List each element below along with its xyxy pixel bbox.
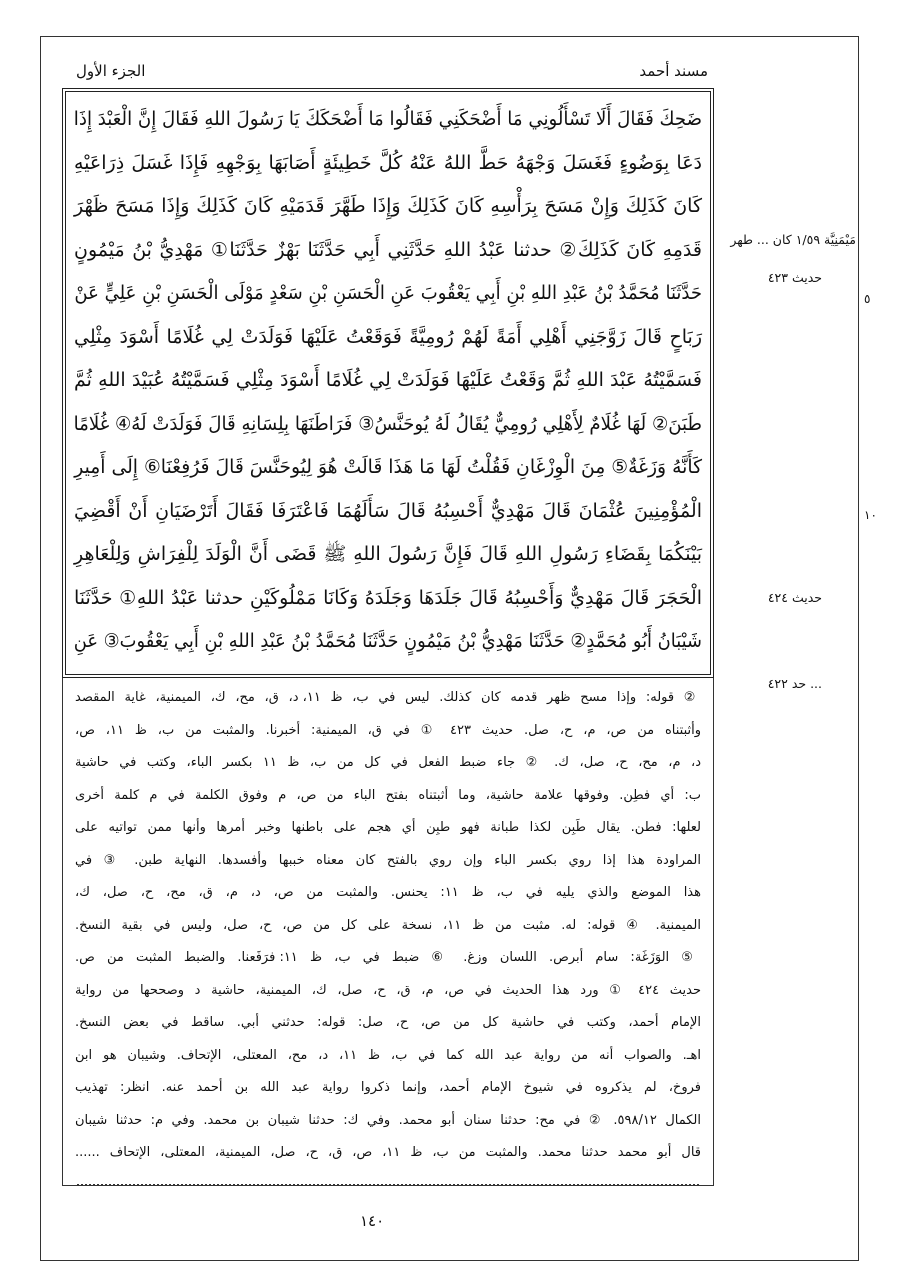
margin-note-hadith-422: ... حد ٤٢٢ [767,676,822,691]
footnote-line: ⑤ الوَزَغَة: سام أبرص. اللسان وزغ. ⑥ ضبط في ب، ظ ١١: فرَفَعنا. والضبط المثبت من ص. [75,950,701,965]
main-text-line: قَدَمِهِ كَانَ كَذَلِكَ② حدثنا عَبْدُ اللهِ حَدَّثَنِي أَبِي حَدَّثَنَا بَهْزٌ حَدَّثَنَا① مَهْدِيُّ بْنُ مَيْمُونٍ [74,238,702,261]
footnote-line: هذا الموضع والذي يليه في ب، ظ ١١: يحنس. والمثبت من ص، د، م، ق، مح، ح، صل، ك، [75,885,701,900]
dotted-separator [77,1170,699,1186]
footnote-line: فروخ، لم يذكروه في شيوخ الإمام أحمد، وإنما ذكروا رواية عبد الله بن أحمد عنه. انظر: تهذيب [75,1080,701,1095]
footnote-line: د، م، مح، ح، صل، ك. ② جاء ضبط الفعل في كل من ب، ظ ١١ بكسر الباء، وكتب في حاشية [75,755,702,770]
footnote-line: حديث ٤٢٤ ① ورد هذا الحديث في ص، م، ق، ح، صل، ك، الميمنية، حاشية د وصححها من رواية [75,982,701,998]
footnote-line: الكمال ٥٩٨/١٢. ② في مح: حدثنا سنان أبو محمد. وفي ك: حدثنا شيبان بن محمد. وفي م: حدثنا شيبان [75,1112,701,1128]
footnotes-box [62,678,714,1186]
main-text-line: فَسَمَّيْتُهُ عَبْدَ اللهِ ثُمَّ وَقَعْتُ عَلَيْهَا فَوَلَدَتْ لِي غُلَامًا أَسْوَدَ مِثْلِي فَسَمَّيْتُهُ عُبَيْدَ اللهِ ثُمَّ [74,369,702,391]
line-number-10: ١٠ [864,508,877,522]
footnote-line: ب: أي فطِن. وفوقها علامة حاشية، وما أثبتناه بفتح الباء من ص، م وفوق الكلمة في م كلمة أخرى [75,787,701,803]
footnote-line: ② قوله: وإذا مسح ظهر قدمه كان كذلك. ليس في ب، ظ ١١، د، ق، مح، ك، الميمنية، غاية المقصد [75,690,701,705]
main-text-line: دَعَا بِوَضُوءٍ فَغَسَلَ وَجْهَهُ حَطَّ اللهُ عَنْهُ كُلَّ خَطِيئَةٍ أَصَابَهَا بِوَجْهِهِ فَإِذَا غَسَلَ ذِرَاعَيْهِ [74,151,702,174]
main-text-line: ضَحِكَ فَقَالَ أَلَا تَسْأَلُونِي مَا أَضْحَكَنِي فَقَالُوا مَا أَضْحَكَكَ يَا رَسُولَ اللهِ فَقَالَ إِنَّ الْعَبْدَ إِذَا [73,108,703,130]
page-number: ١٤٠ [360,1212,385,1230]
main-text-line: الْمُؤْمِنِينَ عُثْمَانَ قَالَ مَهْدِيٌّ أَحْسِبُهُ قَالَ سَأَلَهُمَا فَاعْتَرَفَا فَقَالَ أَتَرْضَيَانِ أَنْ أَقْضِيَ [74,499,702,522]
main-text-line: كَانَ كَذَلِكَ وَإِنْ مَسَحَ بِرَأْسِهِ كَانَ كَذَلِكَ وَإِذَا طَهَّرَ قَدَمَيْهِ كَانَ كَذَلِكَ وَإِذَا مَسَحَ ظَهْرَ [74,195,702,217]
footnote-line: المراودة هذا إذا روي بكسر الباء وإن روي بالفتح كان معناه خببها وأفسدها. النهاية طبن. ③ في [75,852,701,868]
footnote-line: الإمام أحمد، وكتب في حاشية كل من ص، ح، صل: قوله: حدثني أبي. ساقط في بعض النسخ. [75,1015,701,1030]
margin-note-hadith-424: حديث ٤٢٤ [767,590,822,605]
main-text-line: طَبَنَ② لَهَا غُلَامٌ لِأَهْلِي رُومِيٌّ يُقَالُ لَهُ يُوحَنَّسُ③ فَرَاطَنَهَا بِلِسَانِهِ قَالَ فَوَلَدَتْ لَهُ④ غُلَامًا [73,412,703,435]
footnote-line: وأثبتناه من ص، م، ح، صل. حديث ٤٢٣ ① في ق، الميمنية: أخبرنا. والمثبت من ب، ظ ١١، ص، [75,722,702,738]
main-text-line: شَيْبَانُ أَبُو مُحَمَّدٍ② حَدَّثَنَا مَهْدِيُّ بْنُ مَيْمُونٍ حَدَّثَنَا مُحَمَّدُ بْنُ عَبْدِ اللهِ بْنِ أَبِي يَعْقُوبَ③ عَنِ [73,630,703,652]
footnote-line: لعلها: فطن. يقال طَبِن لكذا طبانة فهو طبِن أي هجم على باطنها وخبر أمرها وأنها ممن تواتيه على [75,820,701,835]
footnote-line: اهـ. والصواب أنه من رواية عبد الله كما في ب، ظ ١١، د، مح، المعتلى، الإتحاف. وشيبان هو ابن [75,1047,701,1063]
running-header-book-title: مسند أحمد [639,62,708,80]
footnote-line: الميمنية. ④ قوله: له. مثبت من ظ ١١، نسخة على كل من ص، ح، صل، وليس في بقية النسخ. [75,917,701,933]
main-text-line: الْحَجَرَ قَالَ مَهْدِيٌّ وَأَحْسِبُهُ قَالَ جَلَدَهَا وَجَلَدَهُ وَكَانَا مَمْلُوكَيْنِ حدثنا عَبْدُ اللهِ① حَدَّثَنَا [74,586,702,609]
running-header-volume: الجزء الأول [76,62,146,80]
margin-note-hadith-423: حديث ٤٢٣ [767,270,822,285]
line-number-5: ٥ [864,292,871,306]
main-text-line: بَيْنَكُمَا بِقَضَاءِ رَسُولِ اللهِ قَالَ فَإِنَّ رَسُولَ اللهِ ﷺ قَضَى أَنَّ الْوَلَدَ لِلْفِرَاشِ وَلِلْعَاهِرِ [74,543,702,565]
main-text-box [62,88,714,678]
main-text-line: كَأَنَّهُ وَزَغَةٌ⑤ مِنَ الْوِزْغَانِ فَقُلْتُ لَهَا مَا هَذَا قَالَتْ هُوَ لِيُوحَنَّسَ قَالَ فَرُفِعْنَا⑥ إِلَى أَمِيرِ [74,456,702,478]
main-text-line: رَبَاحٍ قَالَ زَوَّجَنِي أَهْلِي أَمَةً لَهُمْ رُومِيَّةً فَوَقَعْتُ عَلَيْهَا فَوَلَدَتْ لِي غُلَامًا أَسْوَدَ مِثْلِي [74,325,702,348]
footnote-line: قال أبو محمد حدثنا محمد. والمثبت من ب، ظ ١١، ص، ق، ح، صل، الميمنية، المعتلى، الإتحاف ...... [75,1145,701,1160]
margin-note-maymaniyya: مَيْمَنِيَّة ١/٥٩ كان ... طهر [730,232,856,247]
main-text-line: حَدَّثَنَا مُحَمَّدُ بْنُ عَبْدِ اللهِ بْنِ أَبِي يَعْقُوبَ عَنِ الْحَسَنِ بْنِ سَعْدٍ مَوْلَى الْحَسَنِ بْنِ عَلِيٍّ عَنْ [74,282,702,304]
